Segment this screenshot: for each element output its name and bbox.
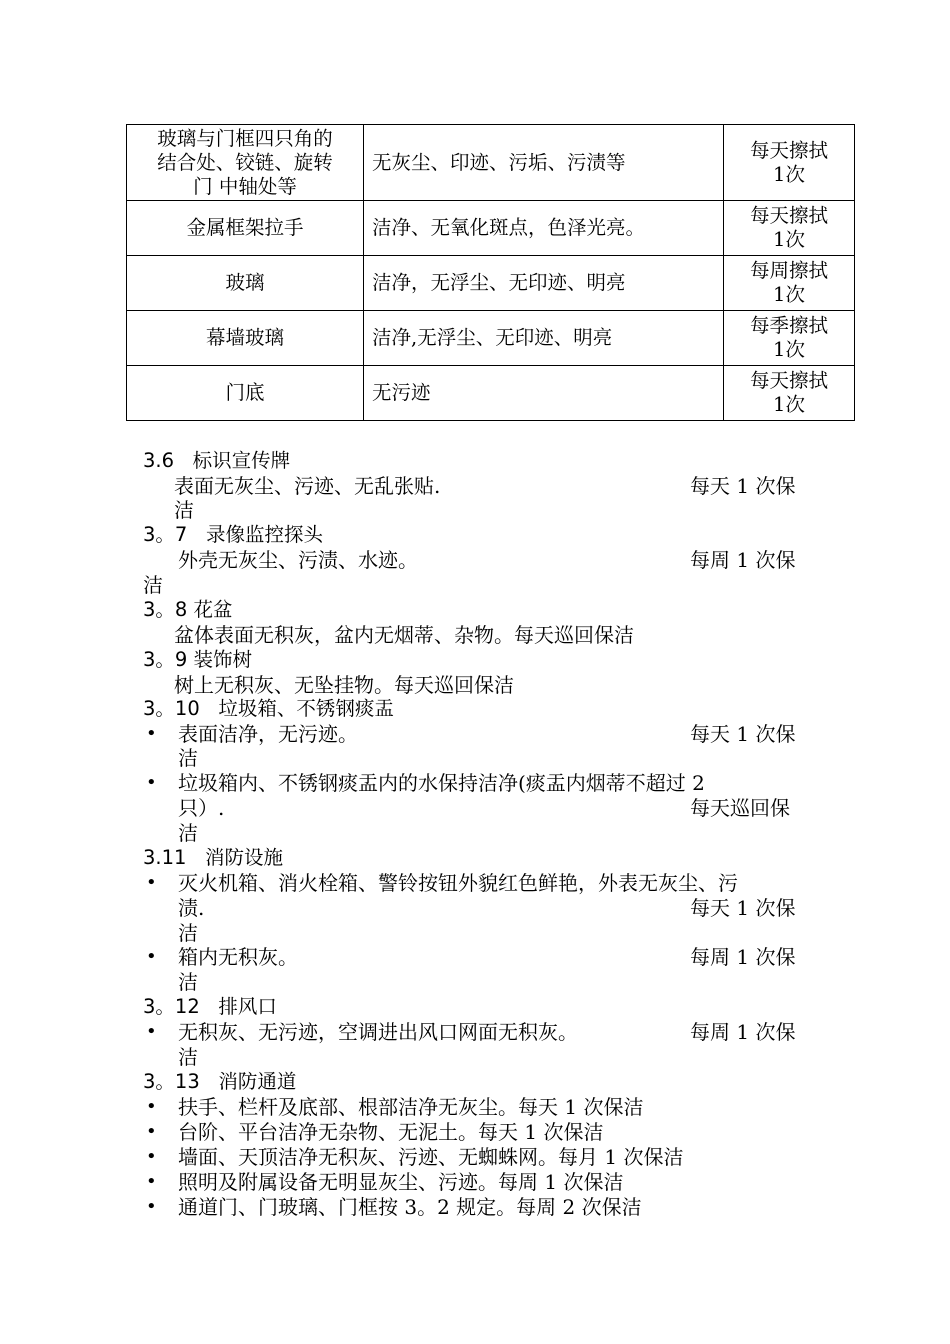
table-row (127, 311, 855, 366)
list-item: 扶手、栏杆及底部、根部洁净无灰尘。每天 1 次保洁 (178, 1095, 644, 1119)
frequency-continuation: 洁 (178, 1045, 198, 1069)
table-cell-frequency: 每天擦拭 1次 (724, 125, 855, 201)
section-text: 表面无灰尘、污迹、无乱张贴. (174, 474, 441, 498)
bullet-marker: • (146, 1171, 157, 1192)
frequency-text: 每周 1 次保 (690, 945, 796, 969)
frequency-continuation: 洁 (178, 921, 198, 945)
table-row (127, 256, 855, 311)
table-cell-standard: 无污迹 (364, 366, 724, 421)
frequency-continuation: 洁 (178, 821, 198, 845)
table-row (127, 125, 855, 201)
section-text: 树上无积灰、无坠挂物。每天巡回保洁 (174, 673, 514, 697)
frequency-text: 每天巡回保 (690, 796, 790, 820)
table-cell-standard: 洁净、无氧化斑点，色泽光亮。 (364, 201, 724, 256)
section-heading-3-8: 3。8 花盆 (143, 598, 233, 621)
bullet-marker: • (146, 1096, 157, 1117)
table-cell-part: 金属框架拉手 (127, 201, 364, 256)
frequency-text: 每天 1 次保 (690, 722, 796, 746)
list-item: 箱内无积灰。 (178, 945, 298, 969)
list-item: 垃圾箱内、不锈钢痰盂内的水保持洁净(痰盂内烟蒂不超过 2 (178, 771, 705, 795)
bullet-marker: • (146, 1021, 157, 1042)
frequency-text: 每天 1 次保 (690, 896, 796, 920)
list-item: 台阶、平台洁净无杂物、无泥土。每天 1 次保洁 (178, 1120, 604, 1144)
bullet-marker: • (146, 1146, 157, 1167)
frequency-text: 每天 1 次保 (690, 474, 796, 498)
bullet-marker: • (146, 1196, 157, 1217)
list-item: 墙面、天顶洁净无积灰、污迹、无蜘蛛网。每月 1 次保洁 (178, 1145, 684, 1169)
section-heading-3-7: 3。7 录像监控探头 (143, 523, 323, 546)
frequency-text: 每周 1 次保 (690, 1020, 796, 1044)
section-heading-3-13: 3。13 消防通道 (143, 1070, 297, 1093)
section-heading-3-6: 3.6 标识宣传牌 (143, 449, 291, 472)
frequency-text: 每周 1 次保 (690, 548, 796, 572)
table-cell-frequency: 每天擦拭 1次 (724, 366, 855, 421)
table-cell-part: 幕墙玻璃 (127, 311, 364, 366)
table-cell-standard: 洁净,无浮尘、无印迹、明亮 (364, 311, 724, 366)
bullet-marker: • (146, 772, 157, 793)
cleaning-standards-table (126, 124, 855, 421)
table-cell-frequency: 每季擦拭 1次 (724, 311, 855, 366)
table-cell-frequency: 每周擦拭 1次 (724, 256, 855, 311)
section-text: 盆体表面无积灰，盆内无烟蒂、杂物。每天巡回保洁 (174, 623, 634, 647)
section-heading-3-11: 3.11 消防设施 (143, 846, 284, 869)
table-row (127, 366, 855, 421)
list-item-continuation: 只）. (178, 796, 225, 820)
list-item-continuation: 渍. (178, 896, 205, 920)
table-cell-part: 玻璃与门框四只角的 结合处、铰链、旋转 门 中轴处等 (127, 125, 364, 201)
table-cell-part: 门底 (127, 366, 364, 421)
table-cell-frequency: 每天擦拭 1次 (724, 201, 855, 256)
frequency-continuation: 洁 (143, 573, 163, 597)
section-text: 外壳无灰尘、污渍、水迹。 (178, 548, 418, 572)
list-item: 无积灰、无污迹，空调进出风口网面无积灰。 (178, 1020, 578, 1044)
list-item: 表面洁净，无污迹。 (178, 722, 358, 746)
table-cell-standard: 洁净，无浮尘、无印迹、明亮 (364, 256, 724, 311)
frequency-continuation: 洁 (178, 970, 198, 994)
frequency-continuation: 洁 (178, 746, 198, 770)
table-row (127, 201, 855, 256)
bullet-marker: • (146, 1121, 157, 1142)
bullet-marker: • (146, 946, 157, 967)
list-item: 通道门、门玻璃、门框按 3。2 规定。每周 2 次保洁 (178, 1195, 642, 1219)
bullet-marker: • (146, 723, 157, 744)
section-heading-3-9: 3。9 装饰树 (143, 648, 253, 671)
table-cell-part: 玻璃 (127, 256, 364, 311)
list-item: 灭火机箱、消火栓箱、警铃按钮外貌红色鲜艳，外表无灰尘、污 (178, 871, 738, 895)
section-heading-3-10: 3。10 垃圾箱、不锈钢痰盂 (143, 697, 394, 720)
frequency-continuation: 洁 (174, 498, 194, 522)
table-cell-standard: 无灰尘、印迹、污垢、污渍等 (364, 125, 724, 201)
bullet-marker: • (146, 872, 157, 893)
list-item: 照明及附属设备无明显灰尘、污迹。每周 1 次保洁 (178, 1170, 624, 1194)
section-heading-3-12: 3。12 排风口 (143, 995, 277, 1018)
